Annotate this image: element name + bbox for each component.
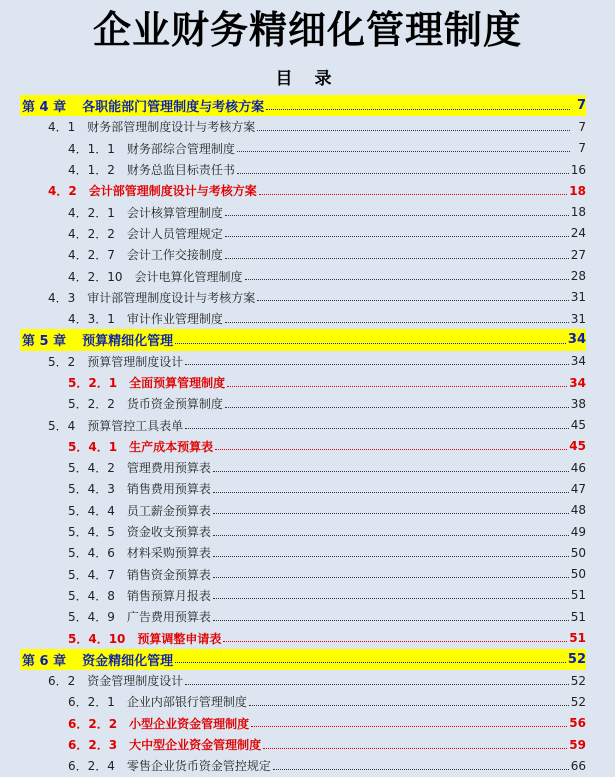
toc-page-number: 34 [567,332,586,348]
toc-entry-number: 5．4．3 [68,482,115,497]
toc-entry-title: 会计电算化管理制度 [134,269,243,284]
toc-entry-title: 货币资金预算制度 [126,397,223,412]
toc-page-number: 18 [570,205,586,220]
toc-dot-leader [257,299,568,301]
toc-entry-title: 预算调整申请表 [137,631,222,646]
toc-entry-title: 销售资金预算表 [126,567,211,582]
toc-entry-title: 会计部管理制度设计与考核方案 [88,184,257,199]
toc-entry-number: 5．2．2 [68,397,115,412]
toc-entry-number: 5．4．2 [68,461,115,476]
toc-entry-title: 员工薪金预算表 [126,503,211,518]
toc-subsection-entry[interactable] [20,478,586,499]
toc-entry-number: 第 6 章 [22,653,67,669]
toc-page-number: 45 [569,439,586,454]
toc-entry-number: 4．1 [48,120,76,135]
toc-page-number: 7 [578,141,586,156]
toc-dot-leader [213,576,569,578]
toc-entry-title: 材料采购预算表 [126,546,211,561]
toc-entry-title: 小型企业资金管理制度 [129,716,250,731]
toc-dot-leader [273,768,569,770]
toc-subsection-entry[interactable] [20,521,586,542]
toc-page-number: 45 [570,418,586,433]
toc-subsection-entry[interactable] [20,713,586,734]
toc-subsection-entry[interactable] [20,244,586,265]
toc-dot-leader [185,427,568,429]
toc-subsection-entry[interactable] [20,734,586,755]
toc-entry-title: 广告费用预算表 [126,610,211,625]
toc-section-entry[interactable] [20,116,586,137]
toc-subsection-entry[interactable] [20,585,586,606]
toc-dot-leader [225,214,569,216]
toc-dot-leader [257,129,570,131]
toc-subsection-entry[interactable] [20,627,586,648]
toc-entry-number: 4．3．1 [68,312,115,327]
toc-entry-number: 5．4 [48,418,76,433]
toc-page-number: 59 [569,737,586,752]
toc-page-number: 31 [570,290,586,305]
toc-entry-title: 审计作业管理制度 [126,312,223,327]
toc-entry-title: 生产成本预算表 [129,439,214,454]
toc-subsection-entry[interactable] [20,564,586,585]
toc-page-number: 34 [569,375,586,390]
toc-subsection-entry[interactable] [20,308,586,329]
toc-page-number: 7 [578,119,586,134]
toc-subsection-entry[interactable] [20,457,586,478]
toc-dot-leader [213,512,569,514]
toc-entry-number: 5．4．6 [68,546,115,561]
toc-dot-leader [213,597,569,599]
toc-subsection-entry[interactable] [20,500,586,521]
toc-entry-title: 零售企业货币资金管控规定 [126,759,271,774]
toc-entry-title: 销售预算月报表 [126,588,211,603]
toc-entry-title: 预算管理制度设计 [87,354,184,369]
toc-entry-number: 5．4．8 [68,588,115,603]
toc-page-number: 18 [569,183,586,198]
toc-entry-title: 销售费用预算表 [126,482,211,497]
toc-section-entry[interactable] [20,180,586,201]
document-title: 企业财务精细化管理制度 [92,8,522,52]
toc-dot-leader [263,747,567,749]
toc-entry-number: 5．4．4 [68,503,115,518]
toc-subsection-entry[interactable] [20,265,586,286]
toc-heading: 目 录 [275,69,340,89]
toc-page-number: 52 [567,651,586,667]
toc-dot-leader [251,725,567,727]
toc-entry-title: 管理费用预算表 [126,461,211,476]
toc-dot-leader [175,661,566,663]
toc-page-number: 50 [570,567,586,582]
toc-entry-title: 会计核算管理制度 [126,205,223,220]
toc-entry-title: 审计部管理制度设计与考核方案 [87,290,256,305]
toc-page-number: 38 [570,396,586,411]
toc-entry-number: 4．2 [48,184,77,199]
toc-page-number: 52 [570,694,586,709]
toc-entry-number: 6．2．1 [68,695,115,710]
toc-dot-leader [225,406,569,408]
toc-page-number: 31 [570,311,586,326]
toc-page-number: 51 [569,631,586,646]
toc-page-number: 48 [570,503,586,518]
toc-page-number: 16 [570,162,586,177]
toc-page-number: 47 [570,481,586,496]
toc-entry-number: 6．2 [48,674,76,689]
toc-page-number: 27 [570,247,586,262]
toc-subsection-entry[interactable] [20,138,586,159]
toc-dot-leader [225,235,569,237]
toc-entry-title: 资金管理制度设计 [87,674,184,689]
toc-entry-number: 4．1．1 [68,141,115,156]
toc-entry-title: 会计人员管理规定 [126,226,223,241]
toc-section-entry[interactable] [20,414,586,435]
toc-entry-number: 4．2．1 [68,205,115,220]
toc-entry-number: 5．4．1 [68,439,118,454]
toc-section-entry[interactable] [20,670,586,691]
table-of-contents [20,95,586,777]
toc-entry-number: 6．2．2 [68,716,118,731]
toc-dot-leader [185,683,568,685]
toc-dot-leader [237,172,569,174]
toc-page-number: 49 [570,524,586,539]
toc-dot-leader [249,704,569,706]
toc-page-number: 52 [570,673,586,688]
toc-dot-leader [245,278,569,280]
toc-page-number: 56 [569,716,586,731]
toc-chapter-entry[interactable] [20,649,586,670]
toc-entry-title: 资金收支预算表 [126,525,211,540]
toc-entry-number: 4．2．7 [68,248,115,263]
toc-entry-title: 各职能部门管理制度与考核方案 [82,100,265,116]
toc-entry-title: 财务部管理制度设计与考核方案 [87,120,256,135]
toc-page-number: 24 [570,226,586,241]
toc-page-number: 7 [576,98,586,114]
toc-entry-number: 5．4．10 [68,631,126,646]
toc-entry-title: 预算精细化管理 [82,334,174,350]
toc-page-number: 34 [570,354,586,369]
toc-dot-leader [266,108,570,110]
toc-page-number: 28 [570,269,586,284]
toc-dot-leader [259,193,568,195]
toc-entry-number: 4．2．10 [68,269,123,284]
toc-entry-number: 6．2．3 [68,738,118,753]
toc-subsection-entry[interactable] [20,755,586,776]
toc-entry-number: 5．4．5 [68,525,115,540]
toc-entry-title: 全面预算管理制度 [129,376,226,390]
toc-dot-leader [225,321,569,323]
toc-page-number: 46 [570,460,586,475]
toc-entry-number: 5．2 [48,354,76,369]
toc-entry-title: 资金精细化管理 [82,653,174,669]
toc-entry-number: 4．3 [48,290,76,305]
toc-entry-number: 6．2．4 [68,759,115,774]
toc-page-number: 51 [570,609,586,624]
toc-section-entry[interactable] [20,351,586,372]
toc-dot-leader [185,363,568,365]
toc-page-number: 51 [570,588,586,603]
toc-subsection-entry[interactable] [20,159,586,180]
toc-subsection-entry[interactable] [20,393,586,414]
toc-subsection-entry[interactable] [20,201,586,222]
toc-dot-leader [213,555,569,557]
toc-subsection-entry[interactable] [20,436,586,457]
toc-dot-leader [225,257,569,259]
toc-page-number: 66 [570,758,586,773]
toc-subsection-entry[interactable] [20,372,586,393]
toc-subsection-entry[interactable] [20,691,586,712]
toc-dot-leader [237,150,570,152]
toc-subsection-entry[interactable] [20,542,586,563]
toc-entry-number: 5．4．7 [68,567,115,582]
toc-dot-leader [175,342,566,344]
toc-dot-leader [223,640,567,642]
toc-entry-title: 预算管控工具表单 [87,418,184,433]
toc-entry-number: 第 5 章 [22,334,67,350]
toc-entry-title: 财务总监目标责任书 [126,163,235,178]
toc-chapter-entry[interactable] [20,95,586,116]
toc-entry-title: 企业内部银行管理制度 [126,695,247,710]
toc-dot-leader [213,470,569,472]
toc-entry-title: 大中型企业资金管理制度 [129,738,262,753]
toc-section-entry[interactable] [20,287,586,308]
toc-dot-leader [213,534,569,536]
toc-entry-title: 会计工作交接制度 [126,248,223,263]
toc-entry-number: 第 4 章 [22,100,67,116]
toc-chapter-entry[interactable] [20,329,586,350]
toc-dot-leader [215,448,567,450]
toc-dot-leader [213,619,569,621]
toc-subsection-entry[interactable] [20,606,586,627]
toc-dot-leader [213,491,569,493]
toc-entry-number: 5．2．1 [68,376,118,390]
toc-entry-number: 4．1．2 [68,163,115,178]
toc-page-number: 50 [570,545,586,560]
toc-subsection-entry[interactable] [20,223,586,244]
toc-entry-number: 5．4．9 [68,610,115,625]
toc-entry-number: 4．2．2 [68,226,115,241]
toc-dot-leader [227,385,567,387]
toc-entry-title: 财务部综合管理制度 [126,141,235,156]
